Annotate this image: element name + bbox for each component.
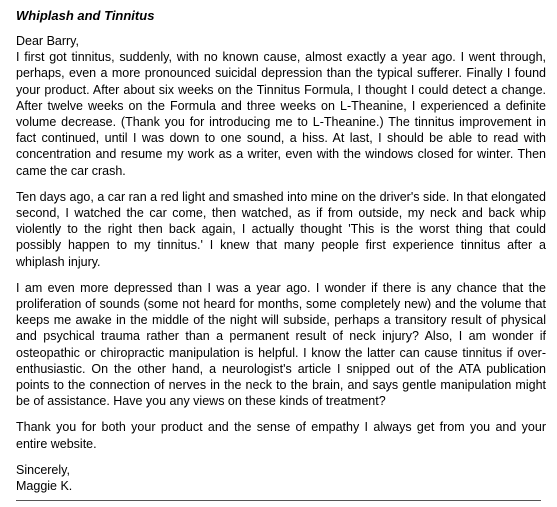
divider-rule <box>16 500 541 501</box>
letter-article <box>16 7 546 494</box>
article-title: Whiplash and Tinnitus <box>16 8 155 23</box>
letter-paragraph: I am even more depressed than I was a year ago. I wonder if there is any chance that the proliferation of sounds (some not heard for months, some completely new) and the volume that keeps me awake in the middle of the night will subside, perhaps a transitory result of physical and psychical trauma rather than a permanent result of neck injury? Also, I am wonder if osteopathic or chiropractic manipulation is helpful. I know the latter can cause tinnitus if over-enthusiastic. On the other hand, a neurologist's article I snipped out of the ATA publication points to the connection of nerves in the neck to the brain, and says gentle manipulation might be of assistance. Have you any views on these kinds of treatment? <box>16 280 546 409</box>
salutation: Dear Barry, <box>16 34 79 48</box>
letter-paragraph: Ten days ago, a car ran a red light and smashed into mine on the driver's side. In that elongated second, I watched the car come, then watched, as if from outside, my neck and back whip violently to the right then back again, I actually thought 'This is the worst thing that could possibly happen to my tinnitus.' I knew that many people first experience tinnitus after a whiplash injury. <box>16 189 546 269</box>
closing: Sincerely, <box>16 462 70 477</box>
letter-paragraph: Thank you for both your product and the sense of empathy I always get from you and your entire website. <box>16 420 546 451</box>
signature: Maggie K. <box>16 479 73 494</box>
letter-paragraph: I first got tinnitus, suddenly, with no known cause, almost exactly a year ago. I went through, perhaps, even a more pronounced suicidal depression than the typical sufferer. Finally I found your product. After about six weeks on the Tinnitus Formula, I thought I could detect a change. After twelve weeks on the Formula and three weeks on L-Theanine, I experienced a definite volume decrease. (Thank you for introducing me to L-Theanine.) The tinnitus improvement in fact continued, until I was down to one sound, a hiss. At last, I should be able to read with concentration and resume my work as a writer, even with the windows closed for winter. Then came the car crash. <box>16 50 546 178</box>
